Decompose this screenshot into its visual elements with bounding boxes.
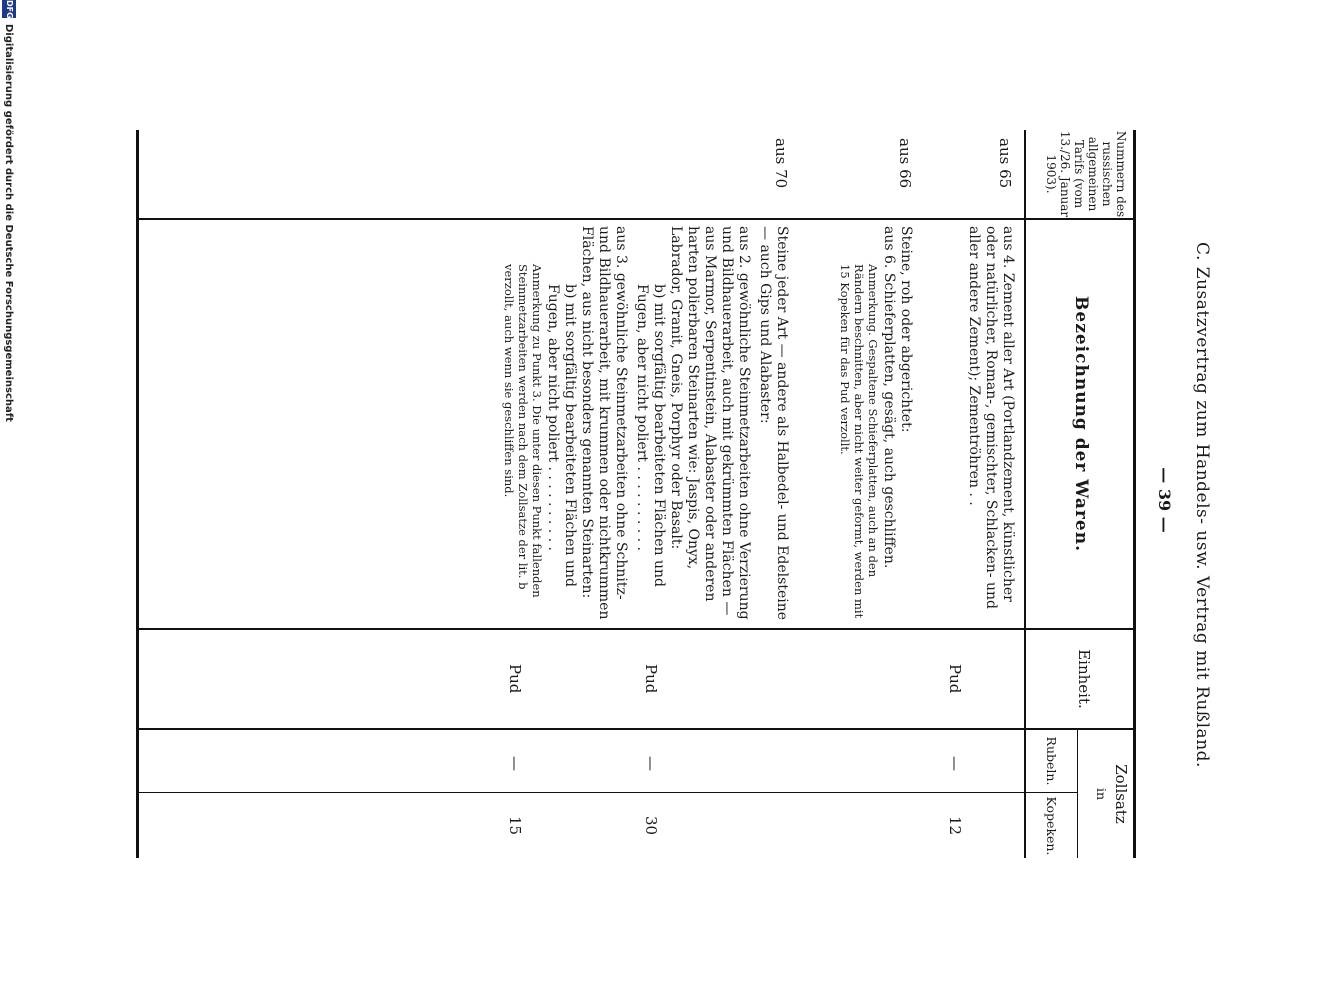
row-65-einheit: Pud xyxy=(946,664,964,694)
row-66-description xyxy=(838,226,914,622)
row-70-b1-einheit: Pud xyxy=(642,664,660,694)
row-70-line-1: Steine jeder Art — andere als Halbedel- und Edelsteine — auch Gips und Alabaster: xyxy=(757,226,790,621)
row-66-lead: aus 6. xyxy=(881,226,897,269)
header-einheit: Einheit. xyxy=(1075,649,1093,709)
row-number-65: aus 65 xyxy=(996,138,1014,189)
page-number: — 39 — xyxy=(1155,467,1174,533)
row-65-description xyxy=(965,226,1016,622)
header-zollsatz: Zollsatz xyxy=(1112,764,1130,824)
row-65-rubel: — xyxy=(946,756,964,771)
row-70-lead-3: aus 3. xyxy=(613,226,629,269)
table-top-rule xyxy=(1133,130,1136,858)
header-kopeken: Kopeken. xyxy=(1044,796,1059,856)
zollsatz-subrule xyxy=(1077,730,1078,858)
row-70-text-3: gewöhnliche Steinmetzarbeiten ohne Schnitz- und Bildhauerarbeit, mit krummen oder nichtkrummen Flächen, aus nicht besonders genannten Steinarten: xyxy=(579,226,629,620)
row-65-text: Zement aller Art (Portlandzement, künstlicher oder natürlicher, Roman-, gemischter, Schlacken- und aller andere Zement); Zementröhren . . xyxy=(966,226,1016,609)
row-70-b1-kopeken: 30 xyxy=(642,816,660,836)
header-zollsatz-in: in xyxy=(1094,787,1109,801)
row-70-note: Anmerkung zu Punkt 3. Die unter diesen Punkt fallenden Steinmetzarbeiten werden nach dem Zollsatze der lit. b verzollt, auch wenn sie geschliffen sind. xyxy=(502,264,544,598)
row-66-text: Schieferplatten, gesägt, auch geschliffen. xyxy=(881,272,897,569)
dfg-logo: DFG xyxy=(2,0,16,18)
row-66-note: Anmerkung. Gespaltene Schieferplatten, auch an den Rändern beschnitten, aber nicht weiter geformt, werden mit 15 Kopeken für das Pud verzollt. xyxy=(838,264,880,619)
table-bottom-rule xyxy=(136,130,139,858)
row-70-b2-rubel: — xyxy=(506,756,524,771)
running-header: C. Zusatzvertrag zum Handels- usw. Vertrag mit Rußland. xyxy=(1192,242,1212,768)
header-bezeichnung: Bezeichnung der Waren. xyxy=(1071,296,1091,552)
row-70-text-2: gewöhnliche Steinmetzarbeiten ohne Verzierung und Bildhauerarbeit, auch mit gekrümmten Flächen — aus Marmor, Serpentinstein, Alabaster oder anderen harten polierbaren Steinarten wie: Jaspis, Onyx, Labrador, Granit, Gneis, Porphyr oder Basalt: xyxy=(668,226,752,620)
row-65-kopeken: 12 xyxy=(946,816,964,836)
col-divider-1 xyxy=(136,218,1136,220)
digitization-credit: Digitalisierung gefördert durch die Deutsche Forschungsgemeinschaft xyxy=(3,24,14,422)
row-70-b2-kopeken: 15 xyxy=(506,816,524,836)
row-70-lead-2: aus 2. xyxy=(736,226,752,269)
row-65-lead: aus 4. xyxy=(1000,226,1016,269)
col-divider-2 xyxy=(136,628,1136,630)
row-70-b1-rubel: — xyxy=(642,756,660,771)
row-number-70: aus 70 xyxy=(772,138,790,189)
row-66-line-1: Steine, roh oder abgerichtet: xyxy=(898,226,914,433)
row-number-66: aus 66 xyxy=(896,138,914,189)
header-rule xyxy=(1024,130,1026,858)
row-70-sub-b1: b) mit sorgfältig bearbeiteten Flächen und Fugen, aber nicht poliert . . . . . . . . . . xyxy=(634,284,667,587)
row-70-b2-einheit: Pud xyxy=(506,664,524,694)
row-70-description xyxy=(502,226,790,622)
tariff-table xyxy=(136,130,1136,858)
col-divider-3 xyxy=(136,728,1136,730)
row-70-sub-b2: b) mit sorgfältig bearbeiteten Flächen und Fugen, aber nicht poliert . . . . . . . . . . xyxy=(545,284,578,587)
header-nummern: Nummern des russischen allgemeinen Tarifs (vom 13./26. Januar 1903). xyxy=(1044,130,1128,218)
col-divider-4 xyxy=(136,792,1078,793)
header-rubeln: Rubeln. xyxy=(1044,736,1059,786)
